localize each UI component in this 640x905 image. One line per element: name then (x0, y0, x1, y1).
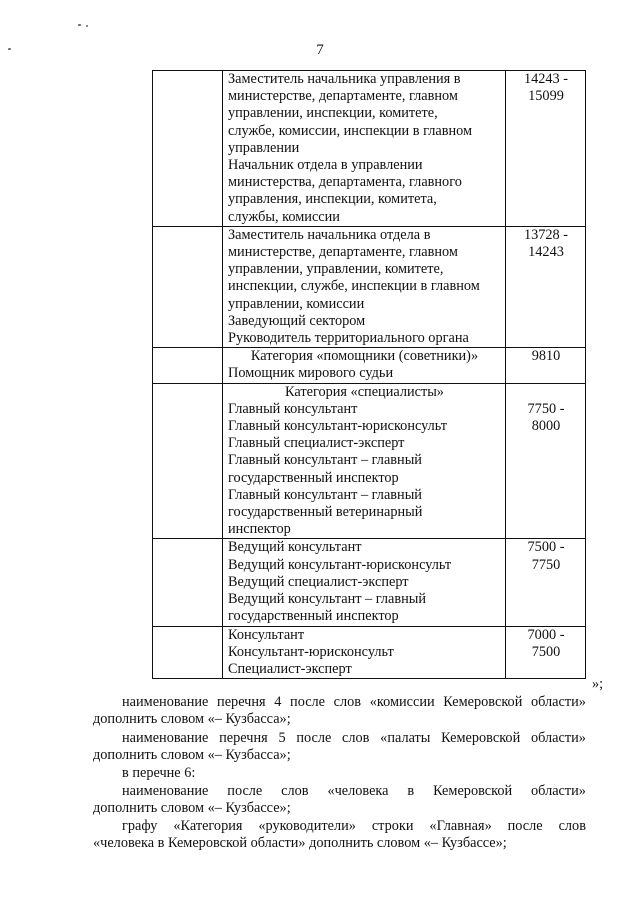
position-title-line: Консультант (228, 626, 305, 643)
table-row (153, 626, 586, 679)
salary-cell (506, 539, 586, 626)
salary-cell (506, 71, 586, 227)
category-heading: Категория «специалисты» (285, 383, 444, 400)
paragraph-word: области» (530, 730, 586, 746)
table-row (153, 71, 586, 227)
paragraph-word: слов (558, 818, 586, 834)
salary-value: 15099 (528, 88, 564, 105)
position-cell (223, 71, 506, 227)
salary-cell (506, 383, 586, 539)
position-title-line: Ведущий консультант (228, 539, 362, 556)
position-title-line: Консультант-юрисконсульт (228, 643, 394, 660)
paragraph-text: в перечне 6: (122, 765, 196, 781)
table-row (153, 539, 586, 626)
position-cell (223, 539, 506, 626)
salary-cell (506, 226, 586, 347)
position-title-line: государственный инспектор (228, 608, 399, 625)
category-heading: Категория «помощники (советники)» (250, 348, 479, 365)
paragraph-continuation: дополнить словом «– Кузбасса»; (93, 747, 291, 764)
empty-left-cell (153, 383, 223, 539)
position-title-line: Главный консультант-юрисконсульт (228, 418, 448, 435)
empty-left-cell (153, 348, 223, 383)
empty-left-cell (153, 71, 223, 227)
paragraph-word: слов (342, 730, 370, 746)
position-title-line: службе, комиссии, инспекции в главном (228, 122, 473, 139)
salary-value: 9810 (531, 348, 561, 365)
position-title-line: инспекции, службе, инспекции в главном (228, 278, 480, 295)
position-title-line: инспектор (228, 521, 291, 538)
position-title-line: управления, инспекции, комитета, (228, 191, 437, 208)
paragraph-first-line (93, 783, 586, 800)
paragraph-first-line (93, 818, 586, 835)
paragraph-continuation: дополнить словом «– Кузбасса»; (93, 711, 291, 728)
paragraph-word: Кемеровской (441, 730, 521, 746)
paragraph-continuation: «человека в Кемеровской области» дополнить словом «– Кузбассе»; (93, 835, 507, 852)
position-title-line: Заместитель начальника управления в (228, 71, 461, 87)
paragraph-word: области» (530, 694, 586, 710)
salary-value: 7500 (531, 643, 561, 660)
salary-value: 7000 - (527, 626, 565, 643)
position-cell (223, 626, 506, 679)
position-title-line: министерстве, департаменте, главном (228, 88, 458, 105)
salary-value: 13728 - (523, 226, 569, 243)
closing-quote: »; (592, 676, 604, 692)
page-number: 7 (316, 42, 324, 58)
position-title-line: Главный консультант – главный (228, 486, 422, 503)
position-title-line: Главный специалист-эксперт (228, 435, 405, 452)
scan-speck (86, 25, 88, 27)
position-title-line: Начальник отдела в управлении (228, 157, 423, 174)
paragraph-word: после (290, 694, 326, 710)
paragraph-amend-list-5 (93, 730, 586, 764)
paragraph-word: «палаты (380, 730, 431, 746)
paragraph-word: перечня (219, 730, 268, 746)
paragraph-word: после (227, 783, 263, 799)
position-title-line: государственный ветеринарный (228, 504, 423, 521)
empty-left-cell (153, 539, 223, 626)
paragraph-word: «Категория (173, 818, 243, 834)
paragraph-word: строки (371, 818, 414, 834)
scan-speck (78, 24, 81, 26)
paragraph-word: «человека (327, 783, 389, 799)
salary-value: 7500 - (527, 539, 565, 556)
position-cell (223, 226, 506, 347)
position-title-line: управлении (228, 139, 300, 156)
paragraph-word: Кемеровской (443, 694, 523, 710)
position-title-line: управлении, комиссии (228, 295, 365, 312)
paragraph-word: после (507, 818, 543, 834)
position-title-line: Ведущий консультант – главный (228, 591, 427, 608)
paragraph-continuation: дополнить словом «– Кузбассе»; (93, 800, 291, 817)
empty-left-cell (153, 626, 223, 679)
position-title-line: Руководитель территориального органа (228, 330, 469, 347)
paragraph-word: слов (281, 783, 309, 799)
table-row (153, 348, 586, 383)
paragraph-word: после (296, 730, 332, 746)
paragraph-word: наименование (122, 694, 209, 710)
salary-value: 7750 - (527, 400, 565, 417)
empty-left-cell (153, 226, 223, 347)
paragraph-first-line (93, 730, 586, 747)
position-title-line: Специалист-эксперт (228, 660, 352, 677)
paragraph-word: слов (333, 694, 362, 710)
paragraph-list-6-intro (93, 765, 586, 782)
table-row (153, 226, 586, 347)
paragraph-amend-list-6-column (93, 818, 586, 852)
salary-value: 8000 (531, 418, 561, 435)
paragraph-word: «руководители» (258, 818, 356, 834)
position-title-line: управлении, управлении, комитете, (228, 261, 444, 278)
salary-value: 14243 - (523, 71, 569, 87)
position-title-line: Ведущий специалист-эксперт (228, 573, 409, 590)
paragraph-word: перечня (217, 694, 266, 710)
position-title-line: Заместитель начальника отдела в (228, 226, 431, 243)
paragraph-word: «Главная» (429, 818, 492, 834)
paragraph-word: 5 (278, 730, 286, 746)
position-title-line: министерстве, департаменте, главном (228, 244, 458, 261)
position-title-line: управлении, инспекции, комитете, (228, 105, 438, 122)
paragraph-amend-list-6-name (93, 783, 586, 817)
paragraph-first-line (93, 694, 586, 711)
position-title-line: Заведующий сектором (228, 312, 366, 329)
position-title-line: государственный инспектор (228, 469, 399, 486)
table-row (153, 383, 586, 539)
salary-spacer (511, 384, 581, 401)
salary-value: 14243 (528, 244, 564, 261)
paragraph-word: наименование (122, 730, 209, 746)
position-title-line: министерства, департамента, главного (228, 174, 462, 191)
paragraph-amend-list-4 (93, 694, 586, 728)
paragraph-word: наименование (122, 783, 209, 799)
salary-value: 7750 (531, 556, 561, 573)
position-title-line: Главный консультант – главный (228, 452, 422, 469)
paragraph-word: «комиссии (369, 694, 435, 710)
position-cell (223, 383, 506, 539)
paragraph-word: Кемеровской (433, 783, 513, 799)
salary-cell (506, 626, 586, 679)
salary-cell (506, 348, 586, 383)
paragraph-word: в (407, 783, 415, 799)
position-title-line: Главный консультант (228, 400, 358, 417)
paragraph-word: области» (531, 783, 586, 799)
paragraph-word: 4 (274, 694, 282, 710)
position-title-line: службы, комиссии (228, 208, 340, 225)
paragraph-word: графу (122, 818, 158, 834)
position-title-line: Ведущий консультант-юрисконсульт (228, 556, 452, 573)
position-title-line: Помощник мирового судьи (228, 365, 394, 382)
salary-table (152, 70, 586, 679)
position-cell (223, 348, 506, 383)
